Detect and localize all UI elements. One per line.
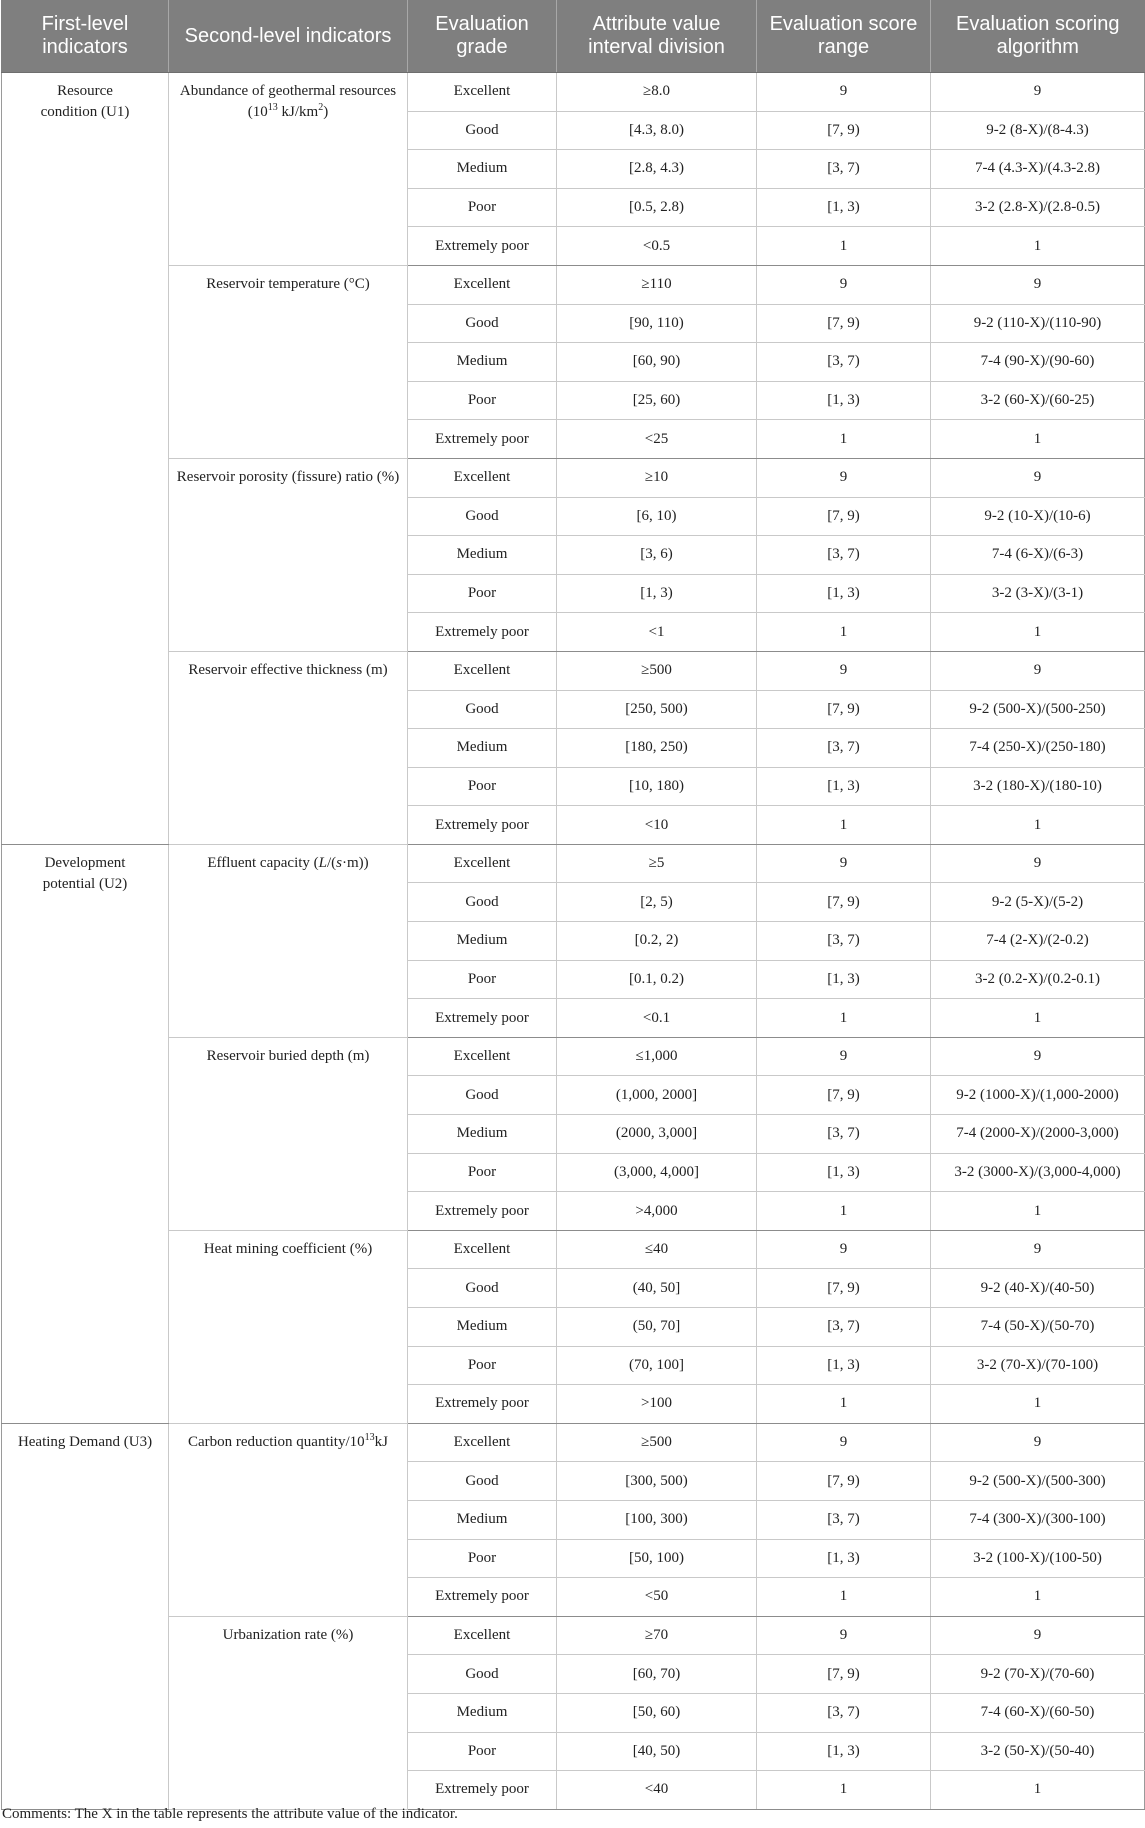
scoring-algorithm-cell: 9-2 (10-X)/(10-6) xyxy=(931,497,1145,536)
column-header-text: Evaluation score xyxy=(769,13,918,35)
evaluation-grade-cell: Excellent xyxy=(408,844,557,883)
evaluation-grade-cell: Excellent xyxy=(408,1037,557,1076)
attribute-interval-cell: [0.5, 2.8) xyxy=(557,188,757,227)
evaluation-grade-cell: Poor xyxy=(408,574,557,613)
evaluation-grade-cell: Medium xyxy=(408,922,557,961)
scoring-algorithm-cell: 3-2 (50-X)/(50-40) xyxy=(931,1732,1145,1771)
scoring-algorithm-cell: 9-2 (500-X)/(500-250) xyxy=(931,690,1145,729)
scoring-algorithm-cell: 1 xyxy=(931,227,1145,266)
attribute-interval-cell: [1, 3) xyxy=(557,574,757,613)
score-range-cell: [1, 3) xyxy=(757,574,931,613)
score-range-cell: [7, 9) xyxy=(757,1076,931,1115)
indicator-name-text: Reservoir porosity (fissure) ratio (%) xyxy=(176,468,400,485)
score-range-cell: [1, 3) xyxy=(757,960,931,999)
scoring-algorithm-cell: 9-2 (500-X)/(500-300) xyxy=(931,1462,1145,1501)
second-level-indicator xyxy=(169,265,408,458)
attribute-interval-cell: [60, 70) xyxy=(557,1655,757,1694)
evaluation-grade-cell: Poor xyxy=(408,188,557,227)
score-range-cell: [3, 7) xyxy=(757,1500,931,1539)
indicator-name-text: Carbon reduction quantity/10 xyxy=(188,1433,365,1450)
scoring-algorithm-cell: 3-2 (100-X)/(100-50) xyxy=(931,1539,1145,1578)
evaluation-grade-cell: Medium xyxy=(408,1500,557,1539)
indicator-name-text: ) xyxy=(323,104,329,120)
second-level-indicator xyxy=(169,1423,408,1616)
attribute-interval-cell: [300, 500) xyxy=(557,1462,757,1501)
table-header-row xyxy=(2,0,1145,73)
second-level-indicator xyxy=(169,651,408,844)
attribute-interval-cell: ≥110 xyxy=(557,265,757,304)
evaluation-grade-cell: Poor xyxy=(408,1732,557,1771)
score-range-cell: [7, 9) xyxy=(757,1655,931,1694)
attribute-interval-cell: ≥70 xyxy=(557,1616,757,1655)
indicator-name-text: ·m)) xyxy=(342,854,369,871)
attribute-interval-cell: ≥5 xyxy=(557,844,757,883)
column-header xyxy=(757,0,931,73)
score-range-cell: [1, 3) xyxy=(757,188,931,227)
evaluation-grade-cell: Excellent xyxy=(408,73,557,112)
score-range-cell: [1, 3) xyxy=(757,767,931,806)
scoring-algorithm-cell: 9 xyxy=(931,651,1145,690)
score-range-cell: 1 xyxy=(757,806,931,845)
evaluation-grade-cell: Medium xyxy=(408,536,557,575)
attribute-interval-cell: >100 xyxy=(557,1385,757,1424)
second-level-indicator xyxy=(169,1230,408,1423)
attribute-interval-cell: [4.3, 8.0) xyxy=(557,111,757,150)
score-range-cell: [3, 7) xyxy=(757,1308,931,1347)
evaluation-grade-cell: Extremely poor xyxy=(408,1771,557,1810)
scoring-algorithm-cell: 3-2 (3000-X)/(3,000-4,000) xyxy=(931,1153,1145,1192)
table-row xyxy=(2,651,1145,690)
indicator-name-text: Heat mining coefficient (%) xyxy=(203,1240,373,1257)
indicator-name-italic: L xyxy=(318,854,327,871)
evaluation-grade-cell: Good xyxy=(408,111,557,150)
evaluation-grade-cell: Good xyxy=(408,883,557,922)
attribute-interval-cell: [50, 60) xyxy=(557,1693,757,1732)
scoring-algorithm-cell: 9 xyxy=(931,1037,1145,1076)
attribute-interval-cell: [100, 300) xyxy=(557,1500,757,1539)
scoring-algorithm-cell: 9-2 (40-X)/(40-50) xyxy=(931,1269,1145,1308)
column-header-text: Evaluation xyxy=(435,13,529,35)
scoring-algorithm-cell: 7-4 (60-X)/(60-50) xyxy=(931,1693,1145,1732)
score-range-cell: 1 xyxy=(757,1771,931,1810)
score-range-cell: [1, 3) xyxy=(757,1346,931,1385)
column-header xyxy=(408,0,557,73)
scoring-algorithm-cell: 7-4 (50-X)/(50-70) xyxy=(931,1308,1145,1347)
evaluation-grade-cell: Extremely poor xyxy=(408,613,557,652)
evaluation-grade-cell: Extremely poor xyxy=(408,227,557,266)
evaluation-grade-cell: Good xyxy=(408,690,557,729)
table-row xyxy=(2,1423,1145,1462)
attribute-interval-cell: <0.1 xyxy=(557,999,757,1038)
scoring-algorithm-cell: 7-4 (2000-X)/(2000-3,000) xyxy=(931,1115,1145,1154)
attribute-interval-cell: ≥10 xyxy=(557,458,757,497)
score-range-cell: [3, 7) xyxy=(757,922,931,961)
score-range-cell: [7, 9) xyxy=(757,111,931,150)
attribute-interval-cell: [10, 180) xyxy=(557,767,757,806)
score-range-cell: [7, 9) xyxy=(757,1462,931,1501)
attribute-interval-cell: [250, 500) xyxy=(557,690,757,729)
score-range-cell: 9 xyxy=(757,73,931,112)
score-range-cell: 9 xyxy=(757,265,931,304)
evaluation-grade-cell: Poor xyxy=(408,381,557,420)
attribute-interval-cell: [25, 60) xyxy=(557,381,757,420)
evaluation-grade-cell: Extremely poor xyxy=(408,1578,557,1617)
first-level-indicator xyxy=(2,844,169,1423)
score-range-cell: 9 xyxy=(757,1037,931,1076)
indicator-name-text: Reservoir buried depth (m) xyxy=(206,1047,370,1064)
scoring-algorithm-cell: 7-4 (2-X)/(2-0.2) xyxy=(931,922,1145,961)
evaluation-grade-cell: Poor xyxy=(408,1346,557,1385)
scoring-algorithm-cell: 7-4 (4.3-X)/(4.3-2.8) xyxy=(931,150,1145,189)
score-range-cell: [1, 3) xyxy=(757,1153,931,1192)
column-header xyxy=(557,0,757,73)
score-range-cell: [3, 7) xyxy=(757,536,931,575)
attribute-interval-cell: [2.8, 4.3) xyxy=(557,150,757,189)
attribute-interval-cell: <40 xyxy=(557,1771,757,1810)
attribute-interval-cell: <50 xyxy=(557,1578,757,1617)
evaluation-grade-cell: Extremely poor xyxy=(408,806,557,845)
attribute-interval-cell: [3, 6) xyxy=(557,536,757,575)
evaluation-grade-cell: Good xyxy=(408,1076,557,1115)
score-range-cell: 1 xyxy=(757,1385,931,1424)
attribute-interval-cell: [40, 50) xyxy=(557,1732,757,1771)
score-range-cell: [7, 9) xyxy=(757,690,931,729)
score-range-cell: 9 xyxy=(757,844,931,883)
table-body xyxy=(2,73,1145,1810)
scoring-algorithm-cell: 9 xyxy=(931,458,1145,497)
scoring-algorithm-cell: 9 xyxy=(931,844,1145,883)
column-header xyxy=(931,0,1145,73)
scoring-algorithm-cell: 1 xyxy=(931,613,1145,652)
score-range-cell: [1, 3) xyxy=(757,1539,931,1578)
score-range-cell: 9 xyxy=(757,1423,931,1462)
evaluation-grade-cell: Good xyxy=(408,1269,557,1308)
score-range-cell: [1, 3) xyxy=(757,381,931,420)
attribute-interval-cell: ≥8.0 xyxy=(557,73,757,112)
indicator-name-superscript: 2 xyxy=(318,102,324,113)
score-range-cell: 9 xyxy=(757,458,931,497)
scoring-algorithm-cell: 9-2 (110-X)/(110-90) xyxy=(931,304,1145,343)
indicator-name-text: kJ/km xyxy=(277,104,319,120)
attribute-interval-cell: [90, 110) xyxy=(557,304,757,343)
scoring-algorithm-cell: 3-2 (60-X)/(60-25) xyxy=(931,381,1145,420)
score-range-cell: [7, 9) xyxy=(757,883,931,922)
scoring-algorithm-cell: 9 xyxy=(931,73,1145,112)
second-level-indicator xyxy=(169,1616,408,1809)
evaluation-grade-cell: Excellent xyxy=(408,1230,557,1269)
table-comments: Comments: The X in the table represents the attribute value of the indicator. xyxy=(2,1806,458,1822)
scoring-algorithm-cell: 9 xyxy=(931,1230,1145,1269)
second-level-indicator xyxy=(169,844,408,1037)
first-level-indicator-text: condition (U1) xyxy=(40,104,130,120)
scoring-algorithm-cell: 1 xyxy=(931,420,1145,459)
scoring-algorithm-cell: 7-4 (250-X)/(250-180) xyxy=(931,729,1145,768)
indicator-name-text: Effluent capacity ( xyxy=(207,854,319,871)
column-header-text: algorithm xyxy=(996,36,1079,58)
indicator-name-superscript: 13 xyxy=(364,1431,375,1443)
evaluation-grade-cell: Medium xyxy=(408,343,557,382)
score-range-cell: [3, 7) xyxy=(757,343,931,382)
attribute-interval-cell: <0.5 xyxy=(557,227,757,266)
evaluation-grade-cell: Good xyxy=(408,1462,557,1501)
table-row xyxy=(2,1230,1145,1269)
score-range-cell: [3, 7) xyxy=(757,1693,931,1732)
first-level-indicator-text: Heating Demand (U3) xyxy=(17,1433,153,1450)
scoring-algorithm-cell: 9 xyxy=(931,265,1145,304)
column-header xyxy=(2,0,169,73)
second-level-indicator xyxy=(169,458,408,651)
evaluation-grade-cell: Medium xyxy=(408,1115,557,1154)
evaluation-grade-cell: Poor xyxy=(408,1153,557,1192)
attribute-interval-cell: ≥500 xyxy=(557,1423,757,1462)
first-level-indicator-text: Resource xyxy=(57,83,113,99)
table-row xyxy=(2,844,1145,883)
evaluation-grade-cell: Extremely poor xyxy=(408,999,557,1038)
column-header-text: Evaluation scoring xyxy=(956,13,1120,35)
evaluation-grade-cell: Excellent xyxy=(408,265,557,304)
column-header-text: grade xyxy=(456,36,508,58)
scoring-algorithm-cell: 3-2 (3-X)/(3-1) xyxy=(931,574,1145,613)
scoring-algorithm-cell: 9-2 (1000-X)/(1,000-2000) xyxy=(931,1076,1145,1115)
first-level-indicator xyxy=(2,73,169,845)
scoring-algorithm-cell: 1 xyxy=(931,806,1145,845)
attribute-interval-cell: (40, 50] xyxy=(557,1269,757,1308)
scoring-algorithm-cell: 9 xyxy=(931,1423,1145,1462)
table-row xyxy=(2,1037,1145,1076)
attribute-interval-cell: [50, 100) xyxy=(557,1539,757,1578)
table-row xyxy=(2,73,1145,112)
evaluation-grade-cell: Good xyxy=(408,304,557,343)
attribute-interval-cell: [2, 5) xyxy=(557,883,757,922)
score-range-cell: 1 xyxy=(757,999,931,1038)
attribute-interval-cell: [60, 90) xyxy=(557,343,757,382)
column-header-text: First-level xyxy=(41,13,129,35)
indicator-name-text: /( xyxy=(327,854,337,871)
column-header-text: Second-level indicators xyxy=(184,24,392,47)
indicator-name-text: Reservoir effective thickness (m) xyxy=(188,661,388,678)
table-row xyxy=(2,265,1145,304)
first-level-indicator xyxy=(2,1423,169,1809)
evaluation-grade-cell: Excellent xyxy=(408,1423,557,1462)
score-range-cell: [3, 7) xyxy=(757,150,931,189)
scoring-algorithm-cell: 3-2 (2.8-X)/(2.8-0.5) xyxy=(931,188,1145,227)
attribute-interval-cell: [0.1, 0.2) xyxy=(557,960,757,999)
evaluation-grade-cell: Excellent xyxy=(408,1616,557,1655)
score-range-cell: [7, 9) xyxy=(757,497,931,536)
scoring-algorithm-cell: 1 xyxy=(931,1771,1145,1810)
scoring-algorithm-cell: 7-4 (90-X)/(90-60) xyxy=(931,343,1145,382)
attribute-interval-cell: (50, 70] xyxy=(557,1308,757,1347)
attribute-interval-cell: (1,000, 2000] xyxy=(557,1076,757,1115)
column-header xyxy=(169,0,408,73)
evaluation-grade-cell: Good xyxy=(408,1655,557,1694)
attribute-interval-cell: (70, 100] xyxy=(557,1346,757,1385)
scoring-algorithm-cell: 9-2 (70-X)/(70-60) xyxy=(931,1655,1145,1694)
score-range-cell: [7, 9) xyxy=(757,1269,931,1308)
second-level-indicator xyxy=(169,73,408,266)
score-range-cell: 9 xyxy=(757,651,931,690)
scoring-algorithm-cell: 1 xyxy=(931,1192,1145,1231)
scoring-algorithm-cell: 7-4 (6-X)/(6-3) xyxy=(931,536,1145,575)
indicator-name-text: kJ xyxy=(374,1433,388,1450)
score-range-cell: 9 xyxy=(757,1230,931,1269)
evaluation-grade-cell: Poor xyxy=(408,767,557,806)
second-level-indicator xyxy=(169,1037,408,1230)
scoring-algorithm-cell: 3-2 (180-X)/(180-10) xyxy=(931,767,1145,806)
evaluation-grade-cell: Extremely poor xyxy=(408,1192,557,1231)
evaluation-grade-cell: Poor xyxy=(408,1539,557,1578)
column-header-text: range xyxy=(817,36,870,58)
indicator-name-superscript: 13 xyxy=(267,102,278,113)
score-range-cell: 1 xyxy=(757,613,931,652)
attribute-interval-cell: ≥500 xyxy=(557,651,757,690)
evaluation-grade-cell: Good xyxy=(408,497,557,536)
score-range-cell: 1 xyxy=(757,1578,931,1617)
score-range-cell: 1 xyxy=(757,227,931,266)
evaluation-grade-cell: Medium xyxy=(408,729,557,768)
table-row xyxy=(2,458,1145,497)
column-header-text: Attribute value xyxy=(592,13,721,35)
column-header-text: indicators xyxy=(42,36,128,58)
attribute-interval-cell: ≤40 xyxy=(557,1230,757,1269)
indicator-name-italic: s xyxy=(336,854,343,871)
column-header-text: interval division xyxy=(588,36,725,58)
scoring-algorithm-cell: 3-2 (0.2-X)/(0.2-0.1) xyxy=(931,960,1145,999)
scoring-algorithm-cell: 3-2 (70-X)/(70-100) xyxy=(931,1346,1145,1385)
attribute-interval-cell: [6, 10) xyxy=(557,497,757,536)
attribute-interval-cell: <1 xyxy=(557,613,757,652)
evaluation-grade-cell: Extremely poor xyxy=(408,420,557,459)
score-range-cell: 1 xyxy=(757,420,931,459)
evaluation-grade-cell: Medium xyxy=(408,1308,557,1347)
score-range-cell: [1, 3) xyxy=(757,1732,931,1771)
evaluation-grade-cell: Extremely poor xyxy=(408,1385,557,1424)
scoring-algorithm-cell: 1 xyxy=(931,1578,1145,1617)
evaluation-grade-cell: Excellent xyxy=(408,458,557,497)
scoring-algorithm-cell: 1 xyxy=(931,999,1145,1038)
evaluation-grade-cell: Poor xyxy=(408,960,557,999)
score-range-cell: [3, 7) xyxy=(757,729,931,768)
evaluation-table xyxy=(1,0,1145,1810)
attribute-interval-cell: [180, 250) xyxy=(557,729,757,768)
indicator-name-text: Reservoir temperature (°C) xyxy=(206,275,370,292)
scoring-algorithm-cell: 1 xyxy=(931,1385,1145,1424)
indicator-name-text: Urbanization rate (%) xyxy=(222,1626,354,1643)
attribute-interval-cell: [0.2, 2) xyxy=(557,922,757,961)
scoring-algorithm-cell: 9 xyxy=(931,1616,1145,1655)
scoring-algorithm-cell: 9-2 (5-X)/(5-2) xyxy=(931,883,1145,922)
attribute-interval-cell: <10 xyxy=(557,806,757,845)
scoring-algorithm-cell: 9-2 (8-X)/(8-4.3) xyxy=(931,111,1145,150)
score-range-cell: 9 xyxy=(757,1616,931,1655)
score-range-cell: 1 xyxy=(757,1192,931,1231)
indicator-name-text: Abundance of geothermal resources (10 xyxy=(179,83,397,120)
evaluation-grade-cell: Medium xyxy=(408,1693,557,1732)
table-row xyxy=(2,1616,1145,1655)
score-range-cell: [7, 9) xyxy=(757,304,931,343)
attribute-interval-cell: (2000, 3,000] xyxy=(557,1115,757,1154)
attribute-interval-cell: <25 xyxy=(557,420,757,459)
first-level-indicator-text: Development xyxy=(44,854,126,871)
evaluation-grade-cell: Medium xyxy=(408,150,557,189)
attribute-interval-cell: >4,000 xyxy=(557,1192,757,1231)
attribute-interval-cell: ≤1,000 xyxy=(557,1037,757,1076)
first-level-indicator-text: potential (U2) xyxy=(42,875,128,892)
score-range-cell: [3, 7) xyxy=(757,1115,931,1154)
evaluation-grade-cell: Excellent xyxy=(408,651,557,690)
scoring-algorithm-cell: 7-4 (300-X)/(300-100) xyxy=(931,1500,1145,1539)
attribute-interval-cell: (3,000, 4,000] xyxy=(557,1153,757,1192)
